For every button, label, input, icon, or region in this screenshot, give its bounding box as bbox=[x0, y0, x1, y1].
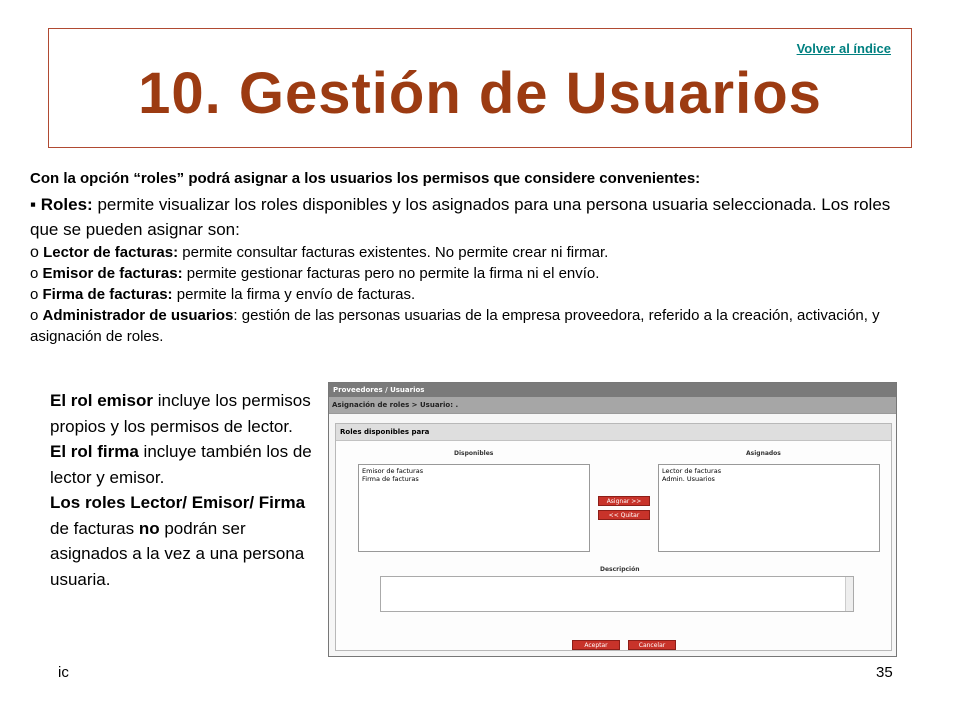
roles-panel bbox=[335, 423, 892, 651]
list-item[interactable]: Firma de facturas bbox=[362, 475, 419, 483]
list-marker: o bbox=[30, 307, 39, 324]
note-text: de facturas bbox=[50, 518, 139, 538]
role-description: : gestión de las personas usuarias de la empresa proveedora, referido a la creación, activación, y asignación de roles. bbox=[30, 307, 880, 345]
note-bold: El rol emisor bbox=[50, 391, 153, 410]
roles-label: Roles: bbox=[40, 195, 93, 214]
note-text: incluye también los de lector y emisor. bbox=[50, 442, 312, 487]
assigned-roles-list[interactable] bbox=[658, 464, 880, 552]
role-item-admin bbox=[30, 305, 910, 347]
description-label: Descripción bbox=[600, 566, 640, 573]
assigned-label: Asignados bbox=[746, 450, 781, 457]
body-text bbox=[30, 168, 910, 347]
list-marker: o bbox=[30, 244, 39, 261]
list-marker: o bbox=[30, 286, 39, 303]
note-emisor bbox=[50, 388, 322, 439]
role-description: permite la firma y envío de facturas. bbox=[172, 286, 416, 303]
role-description: permite consultar facturas existentes. No permite crear ni firmar. bbox=[178, 244, 609, 261]
note-text: incluye los permisos propios y los permisos de lector. bbox=[50, 391, 311, 436]
role-item-emisor bbox=[30, 263, 910, 284]
role-description: permite gestionar facturas pero no permite la firma ni el envío. bbox=[182, 265, 600, 282]
available-label: Disponibles bbox=[454, 450, 494, 457]
page-title: 10. Gestión de Usuarios bbox=[138, 61, 822, 126]
available-roles-list[interactable] bbox=[358, 464, 590, 552]
panel-title: Roles disponibles para bbox=[336, 424, 891, 441]
note-text: podrán ser asignados a la vez a una persona usuaria. bbox=[50, 518, 305, 589]
bullet-icon: ▪ bbox=[30, 195, 37, 214]
page-number: 35 bbox=[876, 664, 893, 681]
breadcrumb: Proveedores / Usuarios bbox=[329, 383, 896, 397]
list-item[interactable]: Lector de facturas bbox=[662, 467, 722, 475]
roles-note bbox=[50, 388, 322, 592]
accept-button[interactable]: Aceptar bbox=[572, 640, 620, 650]
role-item-firma bbox=[30, 284, 910, 305]
back-to-index-link[interactable]: Volver al índice bbox=[796, 41, 891, 56]
footer-label: ic bbox=[58, 664, 69, 681]
cancel-button[interactable]: Cancelar bbox=[628, 640, 676, 650]
intro-text: Con la opción “roles” podrá asignar a los usuarios los permisos que considere convenientes: bbox=[30, 170, 701, 187]
note-firma bbox=[50, 439, 322, 490]
list-item[interactable]: Emisor de facturas bbox=[362, 467, 424, 475]
list-marker: o bbox=[30, 265, 39, 282]
note-bold: no bbox=[138, 518, 160, 538]
role-label: Emisor de facturas: bbox=[42, 265, 183, 282]
note-bold: El rol firma bbox=[50, 442, 139, 461]
title-box bbox=[48, 28, 912, 148]
section-header: Asignación de roles > Usuario: . bbox=[329, 397, 896, 414]
remove-button[interactable]: << Quitar bbox=[598, 510, 650, 520]
app-screenshot bbox=[328, 382, 897, 657]
roles-paragraph bbox=[30, 192, 910, 242]
list-item[interactable]: Admin. Usuarios bbox=[662, 475, 715, 483]
role-label: Administrador de usuarios bbox=[42, 307, 234, 324]
role-label: Lector de facturas: bbox=[43, 244, 179, 261]
note-exclusive bbox=[50, 490, 322, 592]
assign-button[interactable]: Asignar >> bbox=[598, 496, 650, 506]
scrollbar[interactable] bbox=[845, 577, 853, 611]
description-field[interactable] bbox=[380, 576, 854, 612]
role-item-lector bbox=[30, 242, 910, 263]
role-label: Firma de facturas: bbox=[42, 286, 173, 303]
note-bold: Los roles Lector/ Emisor/ Firma bbox=[50, 493, 306, 512]
roles-description: permite visualizar los roles disponibles y los asignados para una persona usuaria seleccionada. Los roles que se pueden asignar son: bbox=[30, 195, 891, 239]
